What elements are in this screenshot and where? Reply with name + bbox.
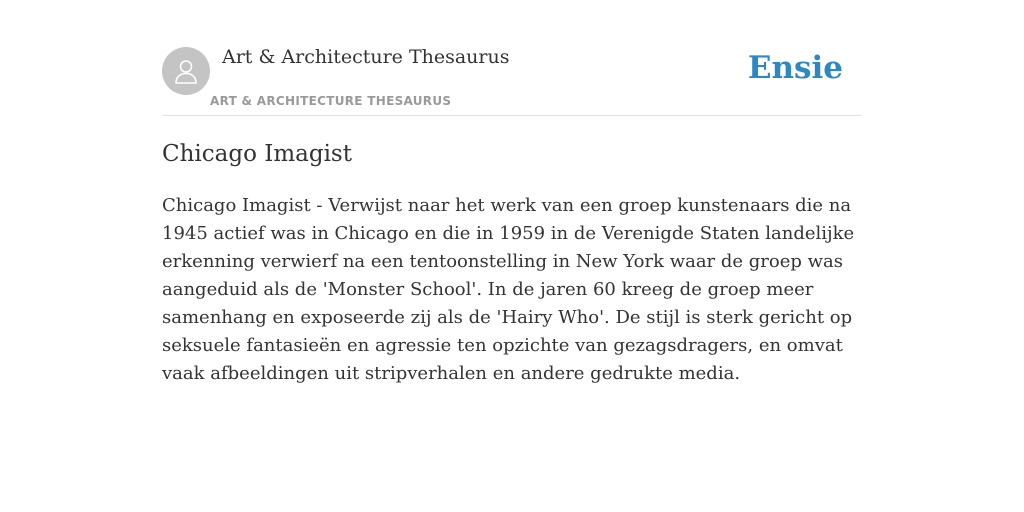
author-avatar[interactable] [162,47,210,95]
author-name-link[interactable]: Art & Architecture Thesaurus [222,46,510,68]
card-header [162,40,862,116]
entry-title: Chicago Imagist [162,141,352,167]
source-label[interactable]: ART & ARCHITECTURE THESAURUS [210,94,452,108]
entry-definition: Chicago Imagist - Verwijst naar het werk van een groep kunstenaars die na 1945 actief was in Chicago en die in 1959 in de Verenigde Staten landelijke erkenning verwierf na een tentoonstelling in New York waar de groep was aangeduid als de 'Monster School'. In de jaren 60 kreeg de groep meer samenhang en exposeerde zij als de 'Hairy Who'. De stijl is sterk gericht op seksuele fantasieën en agressie ten opzichte van gezagsdragers, en omvat vaak afbeeldingen uit stripverhalen en andere gedrukte media. [162,195,855,384]
ensie-logo[interactable]: Ensie [747,50,843,86]
user-icon [172,57,200,85]
definition-card [162,40,862,384]
